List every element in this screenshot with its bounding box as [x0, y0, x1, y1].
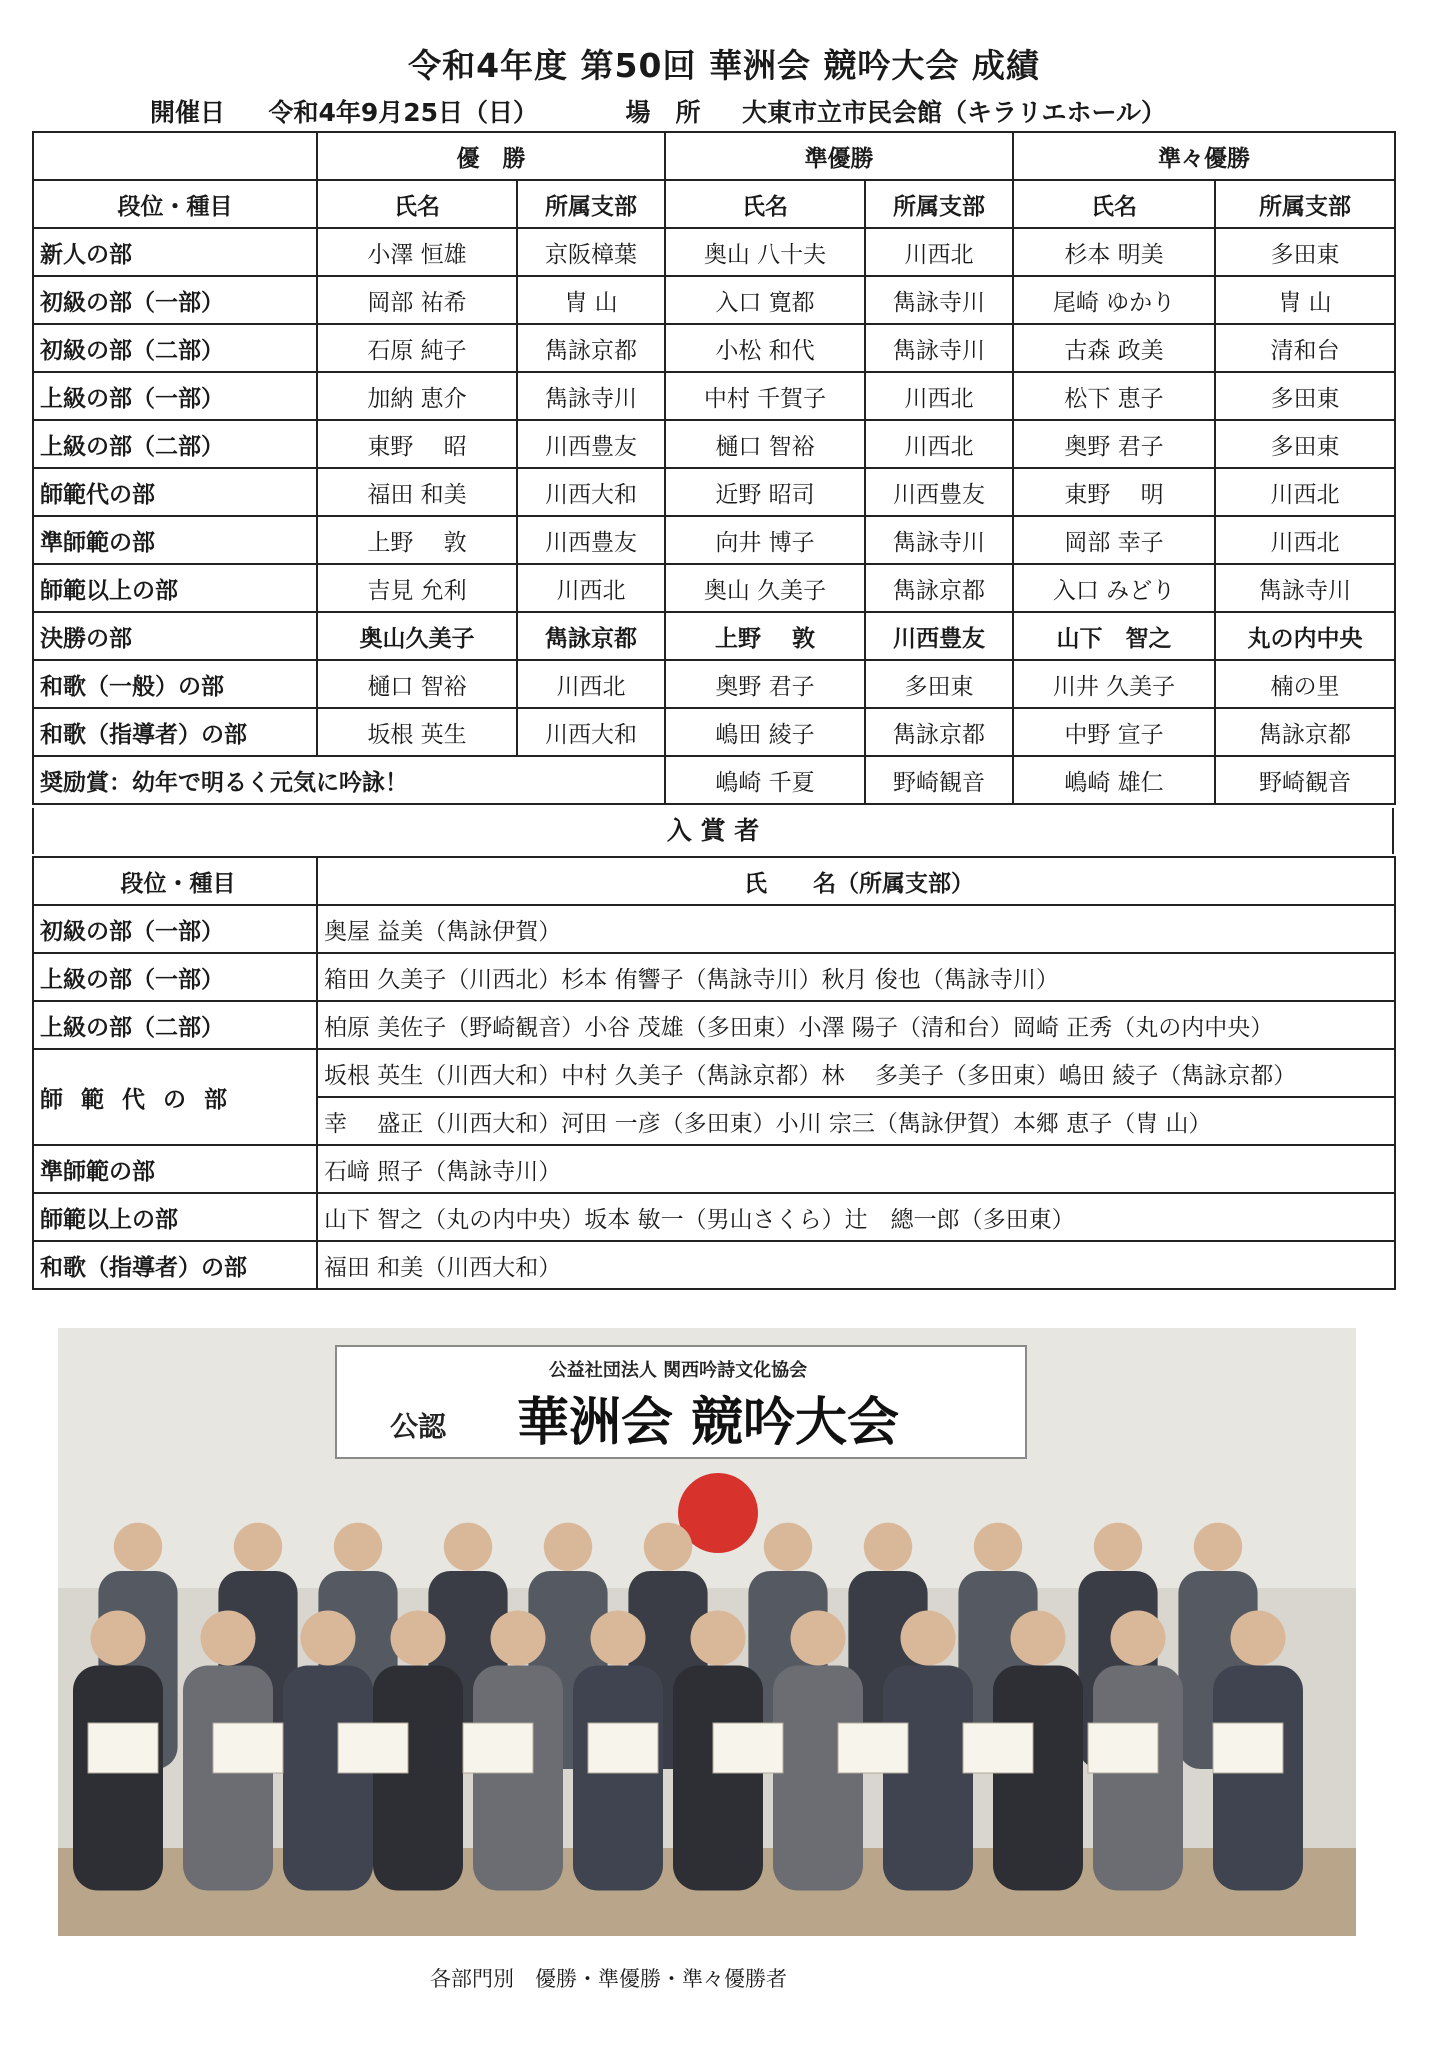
- category-cell: 新人の部: [33, 228, 317, 276]
- winners-table: [32, 856, 1396, 1290]
- third-branch: 多田東: [1215, 420, 1395, 468]
- third-name: 杉本 明美: [1013, 228, 1215, 276]
- category-cell: 初級の部（一部）: [33, 905, 317, 953]
- col-name: 氏名: [1013, 180, 1215, 228]
- runner-up-branch: 川西北: [865, 228, 1013, 276]
- winner-branch: 川西大和: [517, 708, 665, 756]
- winner-branch: 川西北: [517, 564, 665, 612]
- certificate-icon: [1213, 1723, 1283, 1773]
- winner-name: 吉見 允利: [317, 564, 517, 612]
- results-row: [33, 660, 1395, 708]
- winners-row: [33, 953, 1395, 1001]
- runner-up-branch: 多田東: [865, 660, 1013, 708]
- winner-name: 小澤 恒雄: [317, 228, 517, 276]
- category-cell: 上級の部（一部）: [33, 372, 317, 420]
- results-row: [33, 564, 1395, 612]
- winner-branch: 雋詠京都: [517, 324, 665, 372]
- names-cell: 奥屋 益美（雋詠伊賀）: [317, 905, 1395, 953]
- col-branch: 所属支部: [517, 180, 665, 228]
- winner-branch: 川西北: [517, 660, 665, 708]
- third-branch: 雋詠京都: [1215, 708, 1395, 756]
- results-row: [33, 324, 1395, 372]
- winner-name: 奥山久美子: [317, 612, 517, 660]
- category-cell: 準師範の部: [33, 516, 317, 564]
- group-photo: [58, 1328, 1356, 1936]
- category-cell: 初級の部（一部）: [33, 276, 317, 324]
- winner-branch: 川西大和: [517, 468, 665, 516]
- runner-up-name: 嶋田 綾子: [665, 708, 865, 756]
- results-row: [33, 708, 1395, 756]
- winner-name: 上野 敦: [317, 516, 517, 564]
- encouragement-row: [33, 756, 1395, 804]
- runner-up-name: 奥野 君子: [665, 660, 865, 708]
- col-branch: 所属支部: [865, 180, 1013, 228]
- encouragement-name: 嶋崎 雄仁: [1013, 756, 1215, 804]
- third-name: 岡部 幸子: [1013, 516, 1215, 564]
- runner-up-branch: 川西豊友: [865, 468, 1013, 516]
- runner-up-name: 小松 和代: [665, 324, 865, 372]
- winners-row: [33, 1241, 1395, 1289]
- encouragement-branch: 野崎観音: [865, 756, 1013, 804]
- results-column-header: [33, 180, 1395, 228]
- winner-name: 岡部 祐希: [317, 276, 517, 324]
- results-row: [33, 468, 1395, 516]
- third-name: 山下 智之: [1013, 612, 1215, 660]
- third-branch: 丸の内中央: [1215, 612, 1395, 660]
- runner-up-name: 奥山 久美子: [665, 564, 865, 612]
- runner-up-branch: 雋詠京都: [865, 708, 1013, 756]
- third-name: 古森 政美: [1013, 324, 1215, 372]
- names-cell: 山下 智之（丸の内中央）坂本 敏一（男山さくら）辻 總一郎（多田東）: [317, 1193, 1395, 1241]
- third-name: 川井 久美子: [1013, 660, 1215, 708]
- winner-branch: 雋詠京都: [517, 612, 665, 660]
- runner-up-name: 向井 博子: [665, 516, 865, 564]
- certificate-icon: [338, 1723, 408, 1773]
- place-value: 大東市立市民会館（キラリエホール）: [741, 98, 1166, 127]
- category-cell: 初級の部（二部）: [33, 324, 317, 372]
- winner-branch: 雋詠寺川: [517, 372, 665, 420]
- category-cell: 上級の部（二部）: [33, 420, 317, 468]
- category-cell: 師範以上の部: [33, 1193, 317, 1241]
- winner-name: 東野 昭: [317, 420, 517, 468]
- runner-up-name: 入口 寛都: [665, 276, 865, 324]
- names-cell: 福田 和美（川西大和）: [317, 1241, 1395, 1289]
- certificate-icon: [88, 1723, 158, 1773]
- results-row: [33, 228, 1395, 276]
- winners-row: [33, 905, 1395, 953]
- third-name: 松下 恵子: [1013, 372, 1215, 420]
- certificate-icon: [463, 1723, 533, 1773]
- category-cell: 和歌（一般）の部: [33, 660, 317, 708]
- third-branch: 多田東: [1215, 228, 1395, 276]
- third-branch: 冑 山: [1215, 276, 1395, 324]
- runner-up-branch: 雋詠寺川: [865, 516, 1013, 564]
- winners-row: [33, 1193, 1395, 1241]
- winner-name: 福田 和美: [317, 468, 517, 516]
- names-cell: 幸 盛正（川西大和）河田 一彦（多田東）小川 宗三（雋詠伊賀）本郷 恵子（冑 山）: [317, 1097, 1395, 1145]
- col-category: 段位・種目: [33, 857, 317, 905]
- results-table: [32, 131, 1396, 805]
- category-cell: 師範代の部: [33, 468, 317, 516]
- names-cell: 箱田 久美子（川西北）杉本 侑響子（雋詠寺川）秋月 俊也（雋詠寺川）: [317, 953, 1395, 1001]
- banner-prefix: 公認: [389, 1410, 447, 1443]
- empty-cell: [33, 132, 317, 180]
- winner-name: 石原 純子: [317, 324, 517, 372]
- runner-up-branch: 川西豊友: [865, 612, 1013, 660]
- winner-branch: 川西豊友: [517, 420, 665, 468]
- results-row: [33, 276, 1395, 324]
- category-cell: 決勝の部: [33, 612, 317, 660]
- third-name: 尾崎 ゆかり: [1013, 276, 1215, 324]
- category-cell: 師範代の部: [33, 1049, 317, 1145]
- runner-up-branch: 川西北: [865, 420, 1013, 468]
- third-name: 奥野 君子: [1013, 420, 1215, 468]
- third-name: 中野 宣子: [1013, 708, 1215, 756]
- runner-up-name: 奥山 八十夫: [665, 228, 865, 276]
- names-cell: 柏原 美佐子（野崎観音）小谷 茂雄（多田東）小澤 陽子（清和台）岡崎 正秀（丸の内中央）: [317, 1001, 1395, 1049]
- names-cell: 石﨑 照子（雋詠寺川）: [317, 1145, 1395, 1193]
- category-cell: 上級の部（一部）: [33, 953, 317, 1001]
- group-third: 準々優勝: [1013, 132, 1395, 180]
- event-info: [150, 93, 1300, 129]
- certificate-icon: [963, 1723, 1033, 1773]
- third-name: 東野 明: [1013, 468, 1215, 516]
- results-row: [33, 420, 1395, 468]
- certificate-icon: [588, 1723, 658, 1773]
- winners-row: [33, 1001, 1395, 1049]
- names-cell: 坂根 英生（川西大和）中村 久美子（雋詠京都）林 多美子（多田東）嶋田 綾子（雋詠京都）: [317, 1049, 1395, 1097]
- third-branch: 清和台: [1215, 324, 1395, 372]
- results-group-header: [33, 132, 1395, 180]
- winner-branch: 京阪樟葉: [517, 228, 665, 276]
- group-second: 準優勝: [665, 132, 1013, 180]
- runner-up-name: 上野 敦: [665, 612, 865, 660]
- banner-main: 華洲会 競吟大会: [516, 1392, 900, 1453]
- results-row: [33, 612, 1395, 660]
- col-name: 氏名: [665, 180, 865, 228]
- col-name: 氏名: [317, 180, 517, 228]
- winner-name: 樋口 智裕: [317, 660, 517, 708]
- group-photo-image: [58, 1328, 1356, 1936]
- encouragement-label: 奨励賞：幼年で明るく元気に吟詠！: [33, 756, 665, 804]
- category-cell: 師範以上の部: [33, 564, 317, 612]
- winners-row: [33, 1049, 1395, 1097]
- winner-branch: 川西豊友: [517, 516, 665, 564]
- category-cell: 準師範の部: [33, 1145, 317, 1193]
- third-branch: 川西北: [1215, 516, 1395, 564]
- date-label: 開催日: [150, 98, 226, 127]
- group-first: 優 勝: [317, 132, 665, 180]
- people-group: [73, 1523, 1303, 1891]
- encouragement-name: 嶋崎 千夏: [665, 756, 865, 804]
- winner-branch: 冑 山: [517, 276, 665, 324]
- runner-up-branch: 雋詠京都: [865, 564, 1013, 612]
- photo-caption: 各部門別 優勝・準優勝・準々優勝者: [430, 1967, 787, 1991]
- runner-up-name: 近野 昭司: [665, 468, 865, 516]
- winner-name: 坂根 英生: [317, 708, 517, 756]
- third-branch: 川西北: [1215, 468, 1395, 516]
- certificate-icon: [1088, 1723, 1158, 1773]
- winners-title: 入 賞 者: [32, 808, 1394, 854]
- col-category: 段位・種目: [33, 180, 317, 228]
- results-row: [33, 516, 1395, 564]
- col-branch: 所属支部: [1215, 180, 1395, 228]
- runner-up-name: 中村 千賀子: [665, 372, 865, 420]
- encouragement-branch: 野崎観音: [1215, 756, 1395, 804]
- category-cell: 和歌（指導者）の部: [33, 1241, 317, 1289]
- runner-up-branch: 川西北: [865, 372, 1013, 420]
- third-branch: 多田東: [1215, 372, 1395, 420]
- winners-header: [33, 857, 1395, 905]
- third-name: 入口 みどり: [1013, 564, 1215, 612]
- col-names: 氏 名（所属支部）: [317, 857, 1395, 905]
- results-row: [33, 372, 1395, 420]
- certificate-icon: [213, 1723, 283, 1773]
- certificate-icon: [838, 1723, 908, 1773]
- third-branch: 雋詠寺川: [1215, 564, 1395, 612]
- category-cell: 上級の部（二部）: [33, 1001, 317, 1049]
- date-value: 令和4年9月25日（日）: [268, 98, 539, 127]
- category-cell: 和歌（指導者）の部: [33, 708, 317, 756]
- winner-name: 加納 恵介: [317, 372, 517, 420]
- runner-up-branch: 雋詠寺川: [865, 324, 1013, 372]
- third-branch: 楠の里: [1215, 660, 1395, 708]
- runner-up-name: 樋口 智裕: [665, 420, 865, 468]
- runner-up-branch: 雋詠寺川: [865, 276, 1013, 324]
- certificate-icon: [713, 1723, 783, 1773]
- page-title: 令和4年度 第50回 華洲会 競吟大会 成績: [408, 46, 1040, 85]
- banner-small: 公益社団法人 関西吟詩文化協会: [548, 1360, 808, 1381]
- winners-row: [33, 1145, 1395, 1193]
- place-label: 場 所: [625, 98, 701, 127]
